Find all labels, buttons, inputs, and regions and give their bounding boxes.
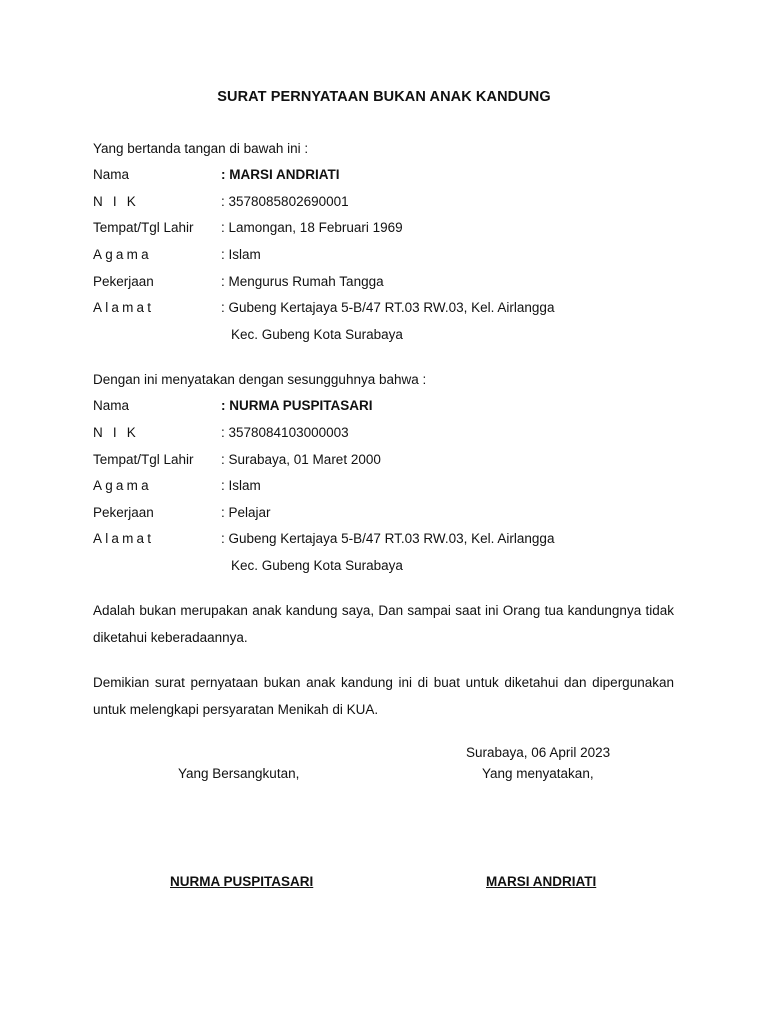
statement-intro-text: Dengan ini menyatakan dengan sesungguhnya bahwa : (93, 372, 427, 387)
subject-occupation-label: Pekerjaan (93, 505, 154, 520)
left-signatory-name: NURMA PUSPITASARI (170, 874, 314, 889)
declarant-nik-value: : 3578085802690001 (221, 194, 349, 209)
subject-address-label: Alamat (93, 531, 155, 546)
document-title: SURAT PERNYATAAN BUKAN ANAK KANDUNG (217, 89, 551, 105)
declarant-address-continuation: Kec. Gubeng Kota Surabaya (231, 327, 403, 342)
declarant-address-label: Alamat (93, 300, 155, 315)
declarant-nik-label: N I K (93, 194, 140, 209)
subject-name-value: : NURMA PUSPITASARI (221, 398, 373, 413)
subject-nik-label: N I K (93, 425, 140, 440)
statement-paragraph: Adalah bukan merupakan anak kandung saya, Dan sampai saat ini Orang tua kandungnya tidak diketahui keberadaannya. (93, 603, 674, 645)
declarant-occupation-value: : Mengurus Rumah Tangga (221, 274, 384, 289)
subject-occupation-value: : Pelajar (221, 505, 271, 520)
intro-text: Yang bertanda tangan di bawah ini : (93, 141, 309, 156)
left-signatory-role: Yang Bersangkutan, (178, 766, 300, 781)
right-signatory-role: Yang menyatakan, (482, 766, 594, 781)
declarant-birth-label: Tempat/Tgl Lahir (93, 220, 194, 235)
declarant-birth-value: : Lamongan, 18 Februari 1969 (221, 220, 403, 235)
subject-birth-value: : Surabaya, 01 Maret 2000 (221, 452, 381, 467)
subject-religion-value: : Islam (221, 478, 261, 493)
declarant-religion-label: Agama (93, 247, 152, 262)
subject-name-label: Nama (93, 398, 130, 413)
declarant-name-value: : MARSI ANDRIATI (221, 167, 340, 182)
right-signatory-name: MARSI ANDRIATI (486, 874, 597, 889)
subject-nik-value: : 3578084103000003 (221, 425, 349, 440)
subject-religion-label: Agama (93, 478, 152, 493)
subject-birth-label: Tempat/Tgl Lahir (93, 452, 194, 467)
declarant-occupation-label: Pekerjaan (93, 274, 154, 289)
declarant-name-label: Nama (93, 167, 130, 182)
declarant-address-value: : Gubeng Kertajaya 5-B/47 RT.03 RW.03, Kel. Airlangga (221, 300, 555, 315)
subject-address-value: : Gubeng Kertajaya 5-B/47 RT.03 RW.03, Kel. Airlangga (221, 531, 555, 546)
subject-address-continuation: Kec. Gubeng Kota Surabaya (231, 558, 403, 573)
closing-paragraph: Demikian surat pernyataan bukan anak kandung ini di buat untuk diketahui dan dipergunakan untuk melengkapi persyaratan Menikah di KUA. (93, 675, 674, 717)
declarant-religion-value: : Islam (221, 247, 261, 262)
place-date: Surabaya, 06 April 2023 (466, 745, 611, 760)
